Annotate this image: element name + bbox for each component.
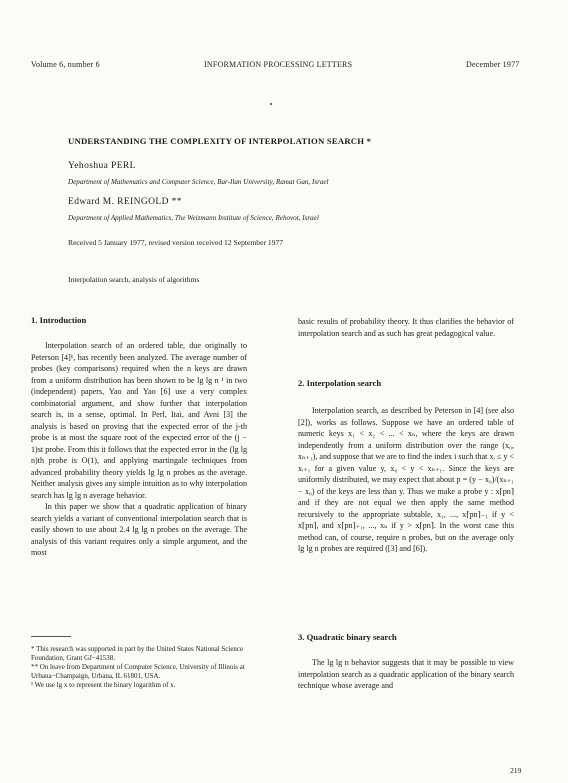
paragraph: The lg lg n behavior suggests that it may be possible to view interpolation search as a quadratic application of the binary search technique whose average and [298,658,514,690]
footnote: ** On leave from Department of Computer Science, University of Illinois at Urbana−Champaign, Urbana, IL 61801, USA. [31,663,245,680]
paragraph: Interpolation search, as described by Peterson in [4] (see also [2]), works as follows. Suppose we have an ordered table of numeric keys x₁ < x₂ < ... < xₙ, where the keys are drawn independently from a uniform distribution over the range (x₀, xₙ₊₁), and suppose that we are to find the index i such that xᵢ ≤ y < xᵢ₊₁ for a given value y, x₀ < y < xₙ₊₁. Since the keys are uniformly distributed, we may expect that about p = (y − x₀)/(xₙ₊₁ − x₀) of the keys are less than y. Thus we make a probe y : x⌈pn⌉ and if they are not equal we then apply the same method recursively to the appropriate subtable, x₁, ..., x⌈pn⌉₋₁ if y < x⌈pn⌉, and x⌈pn⌉₊₁, ..., xₙ if y > x⌈pn⌉. In the worst case this method can, of course, require n probes, but on the average only lg lg n probes are required ([3] and [6]). [298,406,514,553]
right-column-section-3 [298,657,514,692]
paragraph: Interpolation search of an ordered table, due originally to Peterson [4]¹, has recently been analyzed. The average number of probes (key comparisons) required when the n keys are drawn from a uniform distribution has been shown to be lg lg n ¹ in two (independent) papers, Yao and Yao [6] use a very complex combinatorial argument, and show further that interpolation search is, in a sense, optimal. In Perl, Itai, and Avni [3] the analysis is based on proving that the expected error of the j-th probe is at most the square root of the expected error of the (j − 1)st probe. From this it follows that the expected error in the (lg lg n)th probe is O(1), and applying martingale techniques from advanced probability theory yields lg lg n probes as the average. Neither analysis gives any simple intuition as to why interpolation search has lg lg n average behavior. [31,341,247,500]
paper-title: UNDERSTANDING THE COMPLEXITY OF INTERPOLATION SEARCH * [68,136,372,146]
right-column-section-2 [298,405,514,555]
author-affiliation: Department of Mathematics and Computer Science, Bar-Ilan University, Ramat Gan, Israel [68,178,329,186]
section-heading: 1. Introduction [31,315,87,325]
speck-mark [270,103,272,105]
author-affiliation: Department of Applied Mathematics, The Weizmann Institute of Science, Rehovot, Israel [68,214,319,222]
author-name: Edward M. REINGOLD ** [68,197,182,207]
left-column [31,340,247,559]
journal-name: INFORMATION PROCESSING LETTERS [204,60,353,69]
footnotes [31,645,246,690]
keywords: Interpolation search, analysis of algorithms [68,275,200,284]
paragraph: In this paper we show that a quadratic application of binary search yields a variant of conventional interpolation search that is easily shown to use about 2.4 lg lg n probes on the average. The analysis of this variant requires only a simple argument, and the most [31,502,247,557]
footnote: * This research was supported in part by the United States National Science Foundation, Grant GJ−41538. [31,645,244,662]
section-heading: 2. Interpolation search [298,378,382,388]
issue-date: December 1977 [466,60,520,69]
footnote-rule [31,636,71,637]
page-number: 219 [510,766,522,775]
footnote: ¹ We use lg x to represent the binary logarithm of x. [31,681,176,689]
right-column-top [298,316,514,339]
paragraph: basic results of probability theory. It thus clarifies the behavior of interpolation search and as such has great pedagogical value. [298,317,514,338]
section-heading: 3. Quadratic binary search [298,632,397,642]
author-name: Yehoshua PERL [68,161,136,171]
received-dates: Received 5 January 1977, revised version received 12 September 1977 [68,238,284,247]
volume-info: Volume 6, number 6 [31,60,100,69]
